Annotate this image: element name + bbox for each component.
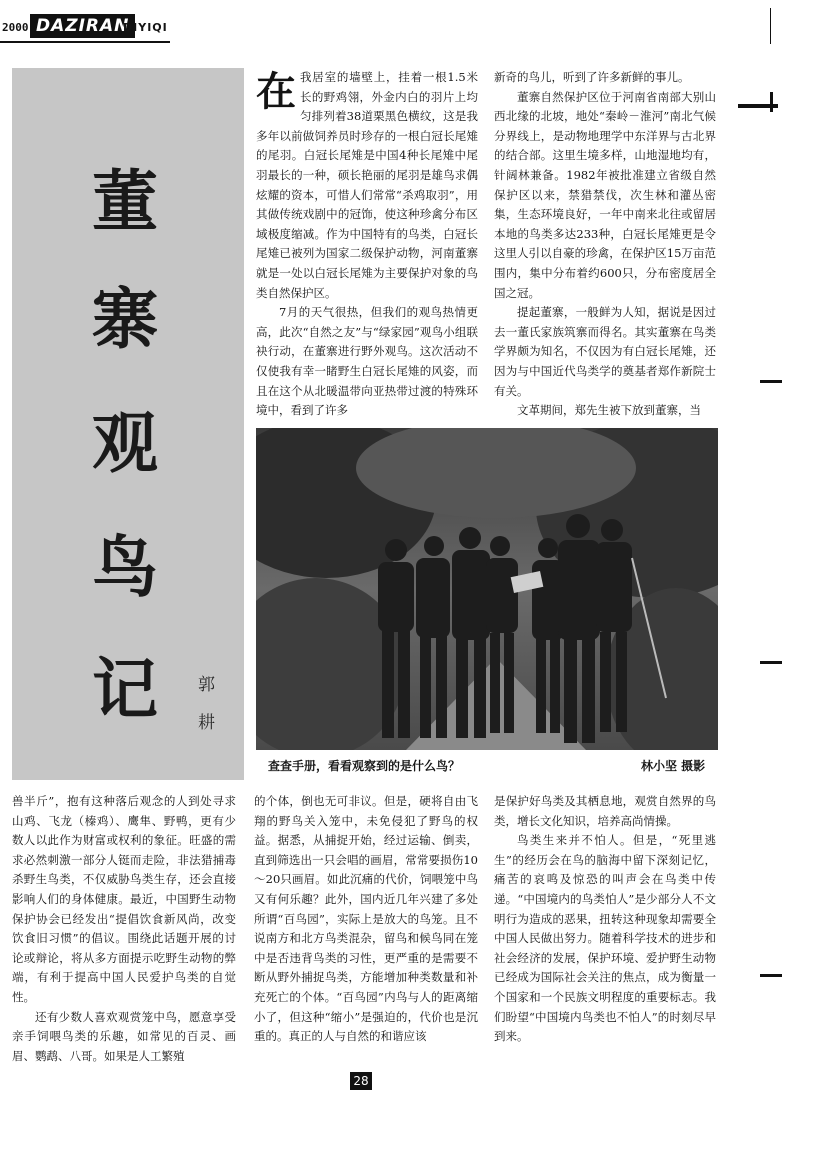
paragraph: 提起董寨，一般鲜为人知，据说是因过去一董氏家族筑寨而得名。其实董寨在鸟类学界颇为知名，不仅因为有白冠长尾雉，还因为与中国近代鸟类学的奠基者郑作新院士有关。 xyxy=(494,305,716,398)
article-column-3 xyxy=(12,792,236,1067)
paragraph: 新奇的鸟儿，听到了许多新鲜的事儿。 xyxy=(494,70,690,84)
margin-mark xyxy=(760,661,782,664)
header-rule xyxy=(0,41,170,43)
article-column-5 xyxy=(494,792,716,1067)
paragraph: 鸟类生来并不怕人。但是，“死里逃生”的经历会在鸟的脑海中留下深刻记忆，痛苦的哀鸣及惊恐的叫声会在鸟类中传递。“中国境内的鸟类怕人”是少部分人不文明行为造成的恶果，扭转这种现象却需要全中国人民做出努力。随着科学技术的进步和社会经济的发展，保护环境、爱护野生动物已经成为国际社会关注的焦点，成为衡量一个国家和一个民族文明程度的重要标志。我们盼望“中国境内鸟类也不怕人”的时刻尽早到来。 xyxy=(494,833,716,1044)
margin-mark xyxy=(760,974,782,977)
paragraph: 兽半斤”，抱有这种落后观念的人到处寻求山鸡、飞龙（榛鸡）、鹰隼、野鸭，更有少数人以此作为财富或权利的象征。旺盛的需求必然刺激一部分人铤而走险，非法猎捕毒杀野生鸟类，不仅威胁鸟类生存，还会直接影响人们的身体健康。最近，中国野生动物保护协会已经发出“提倡饮食新风尚，改变饮食旧习惯”的倡议。围绕此话题开展的讨论或辩论，将从多方面提示吃野生动物的弊端，有利于提高中国人民爱护鸟类的自觉性。 xyxy=(12,794,236,1004)
paragraph: 还有少数人喜欢观赏笼中鸟，愿意享受亲手饲喂鸟类的乐趣，如常见的百灵、画眉、鹦鹉、八哥。如果是人工繁殖 xyxy=(12,1009,236,1063)
margin-mark xyxy=(760,380,782,383)
page-number: 28 xyxy=(350,1072,372,1090)
photo-credit: 林小坚 摄影 xyxy=(641,759,706,773)
header-section: DIYIQI xyxy=(123,21,168,34)
paragraph: 是保护好鸟类及其栖息地，观赏自然界的鸟类，增长文化知识，培养高尚情操。 xyxy=(494,794,716,828)
paragraph: 的个体，倒也无可非议。但是，硬将自由飞翔的野鸟关入笼中，未免侵犯了野鸟的权益。据悉，从捕捉开始，经过运输、倒卖，直到筛选出一只会唱的画眉，常常要损伤10～20只画眉。如此沉痛的代价，饲喂笼中鸟又有何乐趣？此外，国内近几年兴建了多处所谓“百鸟园”，实际上是放大的鸟笼。且不说南方和北方鸟类混杂，留鸟和候鸟同在笼中是否违背鸟类的习性，更严重的是需要不断从野外捕捉鸟类，方能增加种类数量和补充死亡的个体。“百鸟园”内鸟与人的距离缩小了，但这种“缩小”是强迫的，代价也是沉重的。真正的人与自然的和谐应该 xyxy=(254,794,478,1044)
title-char: 鸟 xyxy=(92,528,158,606)
title-char: 董 xyxy=(92,162,158,240)
article-photo xyxy=(256,428,718,750)
author-char: 郭 xyxy=(198,675,215,695)
paragraph: 文革期间，郑先生被下放到董寨，当 xyxy=(517,403,701,418)
title-char: 观 xyxy=(92,404,158,482)
photo-caption: 查查手册，看看观察到的是什么鸟？ xyxy=(268,759,461,773)
margin-mark xyxy=(770,92,773,112)
magazine-brand: DAZIRAN xyxy=(30,14,135,38)
author-char: 耕 xyxy=(198,713,215,733)
article-column-1 xyxy=(256,68,478,424)
title-char: 寨 xyxy=(92,280,158,358)
drop-cap: 在 xyxy=(256,68,296,115)
birdwatchers-photo xyxy=(256,428,718,750)
paragraph: 7月的天气很热，但我们的观鸟热情更高，此次“自然之友”与“绿家园”观鸟小组联袂行动，在董寨进行野外观鸟。这次活动不仅使我有幸一睹野生白冠长尾雉的风姿，而且在这个从北暖温带向亚热带过渡的特殊环境中，看到了许多 xyxy=(256,305,478,418)
paragraph: 在我居室的墙壁上，挂着一根1.5米长的野鸡翎，外金内白的羽片上均匀排列着38道栗黑色横纹，这是我多年以前做饲养员时珍存的一根白冠长尾雉的尾羽。白冠长尾雉是中国4种长尾雉中尾羽最长的一种，硕长艳丽的尾羽是雄鸟求偶炫耀的资本，可惜人们常常“杀鸡取羽”，用其做传统戏剧中的冠饰，使这种珍禽分布区域极度缩减。作为中国特有的鸟类，白冠长尾雉已被列为国家二级保护动物，河南董寨就是一处以白冠长尾雉为主要保护对象的鸟类自然保护区。 xyxy=(256,68,478,300)
article-column-4 xyxy=(254,792,478,1067)
article-column-2 xyxy=(494,68,716,424)
paragraph: 董寨自然保护区位于河南省南部大别山西北缘的北坡，地处“秦岭－淮河”南北气候分界线上，是动物地理学中东洋界与古北界的结合部。这里生境多样，山地湿地均有，针阔林兼备。1982年被批准建立省级自然保护区以来，禁猎禁伐，次生林和灌丛密集，生态环境良好，一年中南来北往或留居本地的鸟类多达233种，白冠长尾雉更是令这里人引以自豪的珍禽，在保护区15万亩范围内，集中分布着约600只，分布密度居全国之冠。 xyxy=(494,89,716,300)
edge-mark xyxy=(770,8,771,44)
title-char: 记 xyxy=(92,650,158,728)
author-name xyxy=(198,666,218,742)
title-panel xyxy=(12,68,244,780)
header-year: 2000 xyxy=(2,21,29,34)
running-header xyxy=(0,14,200,44)
